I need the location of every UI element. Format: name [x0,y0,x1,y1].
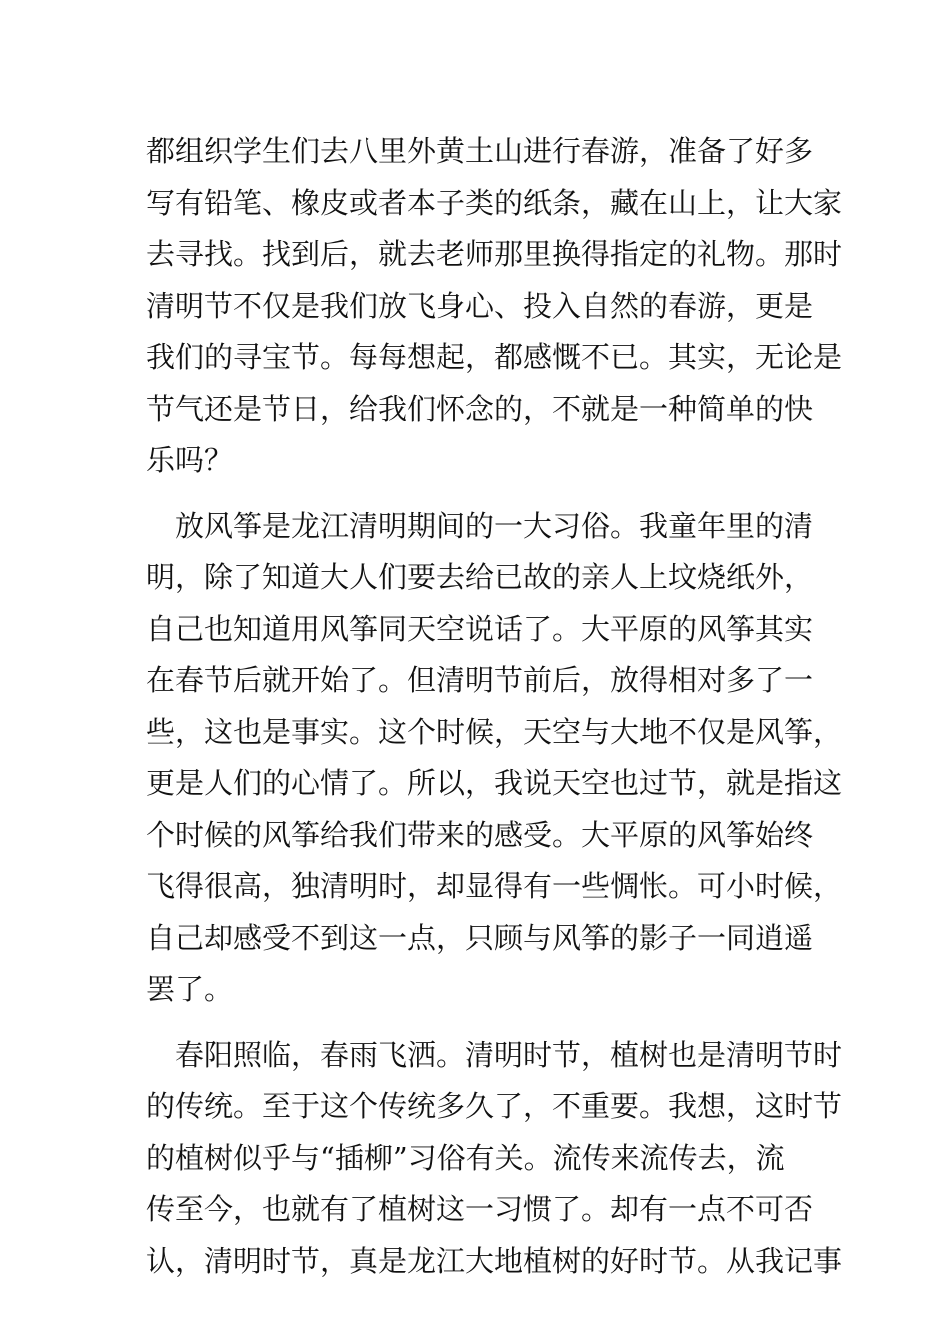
text-line: 写有铅笔、橡皮或者本子类的纸条，藏在山上，让大家 [146,185,843,220]
paragraph-gap [146,487,806,501]
text-line: 罢了。 [146,972,234,1006]
text-line: 乐吗？ [146,443,234,477]
text-line: 传至今，也就有了植树这一习惯了。却有一点不可否 [146,1192,814,1226]
text-line: 清明节不仅是我们放飞身心、投入自然的春游，更是 [146,288,814,323]
text-line: 个时候的风筝给我们带来的感受。大平原的风筝始终 [146,817,814,852]
text-line: 些，这也是事实。这个时候，天空与大地不仅是风筝， [146,714,843,749]
text-line: 去寻找。找到后，就去老师那里换得指定的礼物。那时 [146,237,843,271]
text-line: 都组织学生们去八里外黄土山进行春游，准备了好多 [146,134,814,168]
text-line: 更是人们的心情了。所以，我说天空也过节，就是指这 [146,766,843,800]
text-line: 春阳照临，春雨飞洒。清明时节，植树也是清明节时 [146,1037,843,1072]
text-line: 放风筝是龙江清明期间的一大习俗。我童年里的清 [146,508,814,543]
paragraph-gap [146,1016,806,1030]
text-line: 自己也知道用风筝同天空说话了。大平原的风筝其实 [146,611,814,646]
text-line: 的植树似乎与“插柳”习俗有关。流传来流传去，流 [146,1140,785,1175]
text-line: 明，除了知道大人们要去给已故的亲人上坟烧纸外， [146,560,814,594]
paragraph-1 [146,126,843,487]
text-line: 我们的寻宝节。每每想起，都感慨不已。其实，无论是 [146,340,843,374]
text-line: 认，清明时节，真是龙江大地植树的好时节。从我记事 [146,1243,843,1278]
text-line: 在春节后就开始了。但清明节前后，放得相对多了一 [146,663,814,697]
text-line: 自己却感受不到这一点，只顾与风筝的影子一同逍遥 [146,920,814,955]
body-text [146,126,843,1287]
text-line: 的传统。至于这个传统多久了，不重要。我想，这时节 [146,1089,843,1123]
paragraph-2 [146,501,843,1016]
paragraph-3 [146,1030,843,1288]
text-line: 节气还是节日，给我们怀念的，不就是一种简单的快 [146,391,814,426]
text-line: 飞得很高，独清明时，却显得有一些惆怅。可小时候， [146,869,843,903]
